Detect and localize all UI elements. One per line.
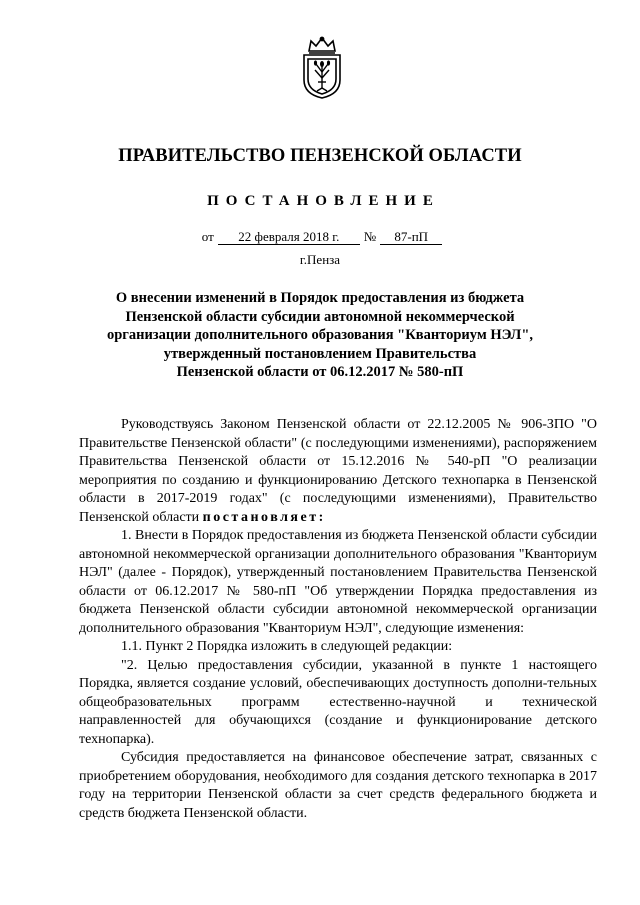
date-number-line: [0, 229, 640, 245]
government-title: ПРАВИТЕЛЬСТВО ПЕНЗЕНСКОЙ ОБЛАСТИ: [118, 146, 522, 166]
preamble-paragraph: [79, 416, 597, 527]
date-prefix: от: [201, 229, 214, 244]
coat-of-arms-icon: [297, 36, 347, 100]
city: г.Пенза: [299, 252, 341, 267]
decree-body: [79, 416, 597, 823]
preamble-text: Руководствуясь Законом Пензенской области от 22.12.2005 № 906-ЗПО "О Правительстве Пензенской области" (с последующими изменениями), распоряжением Правительства Пензенской области от 15.12.2016 № 540-рП "О реализации мероприятия по созданию и функционированию Детского технопарка в Пензенской области в 2017-2019 годах" (с последующими изменениями), Правительство Пензенской области: [79, 417, 597, 525]
subject-line: Пензенской области субсидии автономной некоммерческой: [125, 308, 515, 325]
subject-line: утвержденный постановлением Правительства: [163, 345, 477, 362]
clause-1-1-paragraph: 1.1. Пункт 2 Порядка изложить в следующей редакции:: [121, 639, 453, 654]
clause-1-paragraph: 1. Внести в Порядок предоставления из бюджета Пензенской области субсидии автономной некоммерческой организации дополнительного образования "Кванториум НЭЛ" (далее - Порядок), утвержденный постановлением Правительства Пензенской области от 06.12.2017 № 580-пП "Об утверждении Порядка предоставления из бюджета Пензенской области субсидии автономной некоммерческой организации дополнительного образования "Кванториум НЭЛ", следующие изменения:: [79, 528, 597, 636]
decree-date: 22 февраля 2018 г.: [218, 229, 360, 245]
decree-verb: постановляет:: [202, 509, 326, 525]
decree-number: 87-пП: [380, 229, 442, 245]
new-point-2-paragraph: "2. Целью предоставления субсидии, указанной в пункте 1 настоящего Порядка, является создание условий, обеспечивающих доступность дополни-тельных общеобразовательных программ естественно-научной и технической направленностей для обучающихся (создание и функционирование детского технопарка).: [79, 657, 597, 747]
subject-line: О внесении изменений в Порядок предоставления из бюджета: [115, 290, 525, 306]
decree-subject: [100, 289, 540, 382]
document-type: ПОСТАНОВЛЕНИЕ: [207, 193, 440, 209]
number-prefix: №: [363, 229, 377, 244]
subject-line: организации дополнительного образования "Кванториум НЭЛ",: [106, 327, 534, 343]
subject-line: Пензенской области от 06.12.2017 № 580-пП: [176, 364, 464, 380]
subsidy-paragraph: Субсидия предоставляется на финансовое обеспечение затрат, связанных с приобретением оборудования, необходимого для создания детского технопарка в 2017 году на территории Пензенской области за счет средств федерального бюджета и средств бюджета Пензенской области.: [79, 750, 597, 821]
